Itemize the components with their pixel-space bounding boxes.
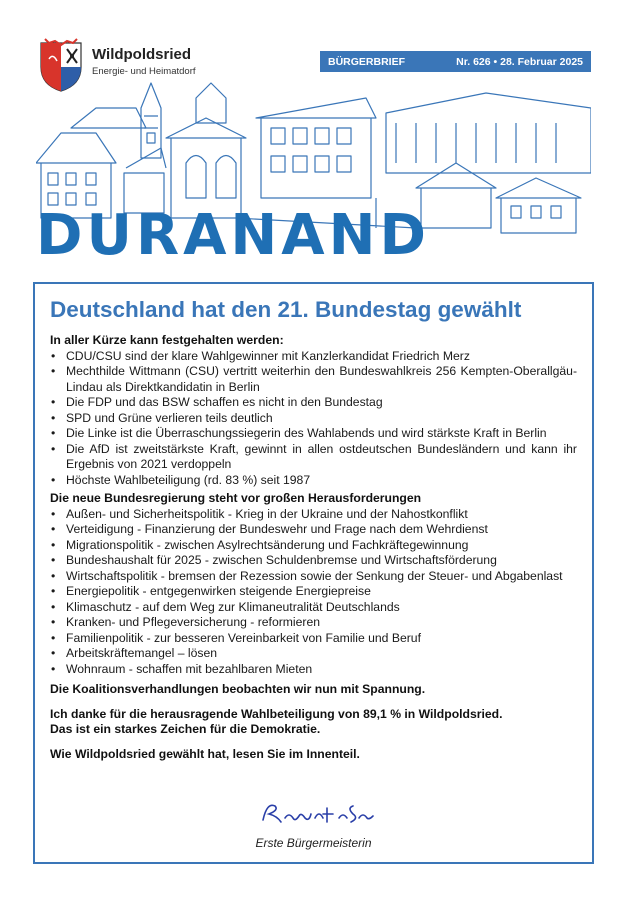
list-item: • Die FDP und das BSW schaffen es nicht in den Bundestag (50, 395, 577, 411)
issue-number: Nr. 626 • 28. Februar 2025 (456, 55, 583, 68)
challenges-list (50, 507, 577, 678)
list-item: • Wirtschaftspolitik - bremsen der Rezession sowie der Senkung der Steuer- und Abgabenlast (50, 569, 577, 585)
list-item: • CDU/CSU sind der klare Wahlgewinner mit Kanzlerkandidat Friedrich Merz (50, 349, 577, 365)
list-item: • Höchste Wahlbeteiligung (rd. 83 %) seit 1987 (50, 473, 577, 489)
list-item: • Mechthilde Wittmann (CSU) vertritt weiterhin den Bundeswahlkreis 256 Kempten-Oberallgäu-Lindau als Direktkandidatin in Berlin (50, 364, 577, 395)
section-heading: Die neue Bundesregierung steht vor großen Herausforderungen (50, 491, 422, 505)
list-item: • Wohnraum - schaffen mit bezahlbaren Mieten (50, 662, 577, 678)
list-item: • Verteidigung - Finanzierung der Bundeswehr und Frage nach dem Wehrdienst (50, 522, 577, 538)
issue-bar (320, 51, 591, 72)
closing-line: Die Koalitionsverhandlungen beobachten wir nun mit Spannung. (50, 682, 426, 696)
closing-line: Ich danke für die herausragende Wahlbeteiligung von 89,1 % in Wildpoldsried. (50, 706, 503, 721)
closing-line: Das ist ein starkes Zeichen für die Demokratie. (50, 722, 321, 736)
list-item: • Familienpolitik - zur besseren Vereinbarkeit von Familie und Beruf (50, 631, 577, 647)
list-item: • Arbeitskräftemangel – lösen (50, 646, 577, 662)
town-subtitle: Energie- und Heimatdorf (92, 66, 196, 77)
list-item: • Außen- und Sicherheitspolitik - Krieg in der Ukraine und der Nahostkonflikt (50, 507, 577, 523)
list-item: • Klimaschutz - auf dem Weg zur Klimaneutralität Deutschlands (50, 600, 577, 616)
list-item: • Die Linke ist die Überraschungssiegerin des Wahlabends und wird stärkste Kraft in Berlin (50, 426, 577, 442)
article-headline: Deutschland hat den 21. Bundestag gewählt (50, 297, 522, 322)
issue-label: BÜRGERBRIEF (328, 55, 406, 68)
signature-caption: Erste Bürgermeisterin (255, 836, 372, 850)
list-item: • Bundeshaushalt für 2025 - zwischen Schuldenbremse und Wirtschaftsförderung (50, 553, 577, 569)
list-item: • Die AfD ist zweitstärkste Kraft, gewinnt in allen ostdeutschen Bundesländern und kann ihr Ergebnis von 2021 verdoppeln (50, 442, 577, 473)
list-item: • Kranken- und Pflegeversicherung - reformieren (50, 615, 577, 631)
town-name: Wildpoldsried (92, 46, 192, 63)
section-heading: In aller Kürze kann festgehalten werden: (50, 333, 284, 347)
closing-line: Wie Wildpoldsried gewählt hat, lesen Sie im Innenteil. (50, 746, 360, 761)
publication-title: DURANAND (36, 203, 430, 268)
article-box (33, 282, 594, 864)
list-item: • Energiepolitik - entgegenwirken steigende Energiepreise (50, 584, 577, 600)
result-list (50, 349, 577, 489)
handwritten-signature (257, 798, 377, 828)
list-item: • Migrationspolitik - zwischen Asylrechtsänderung und Fachkräftegewinnung (50, 538, 577, 554)
list-item: • SPD und Grüne verlieren teils deutlich (50, 411, 577, 427)
